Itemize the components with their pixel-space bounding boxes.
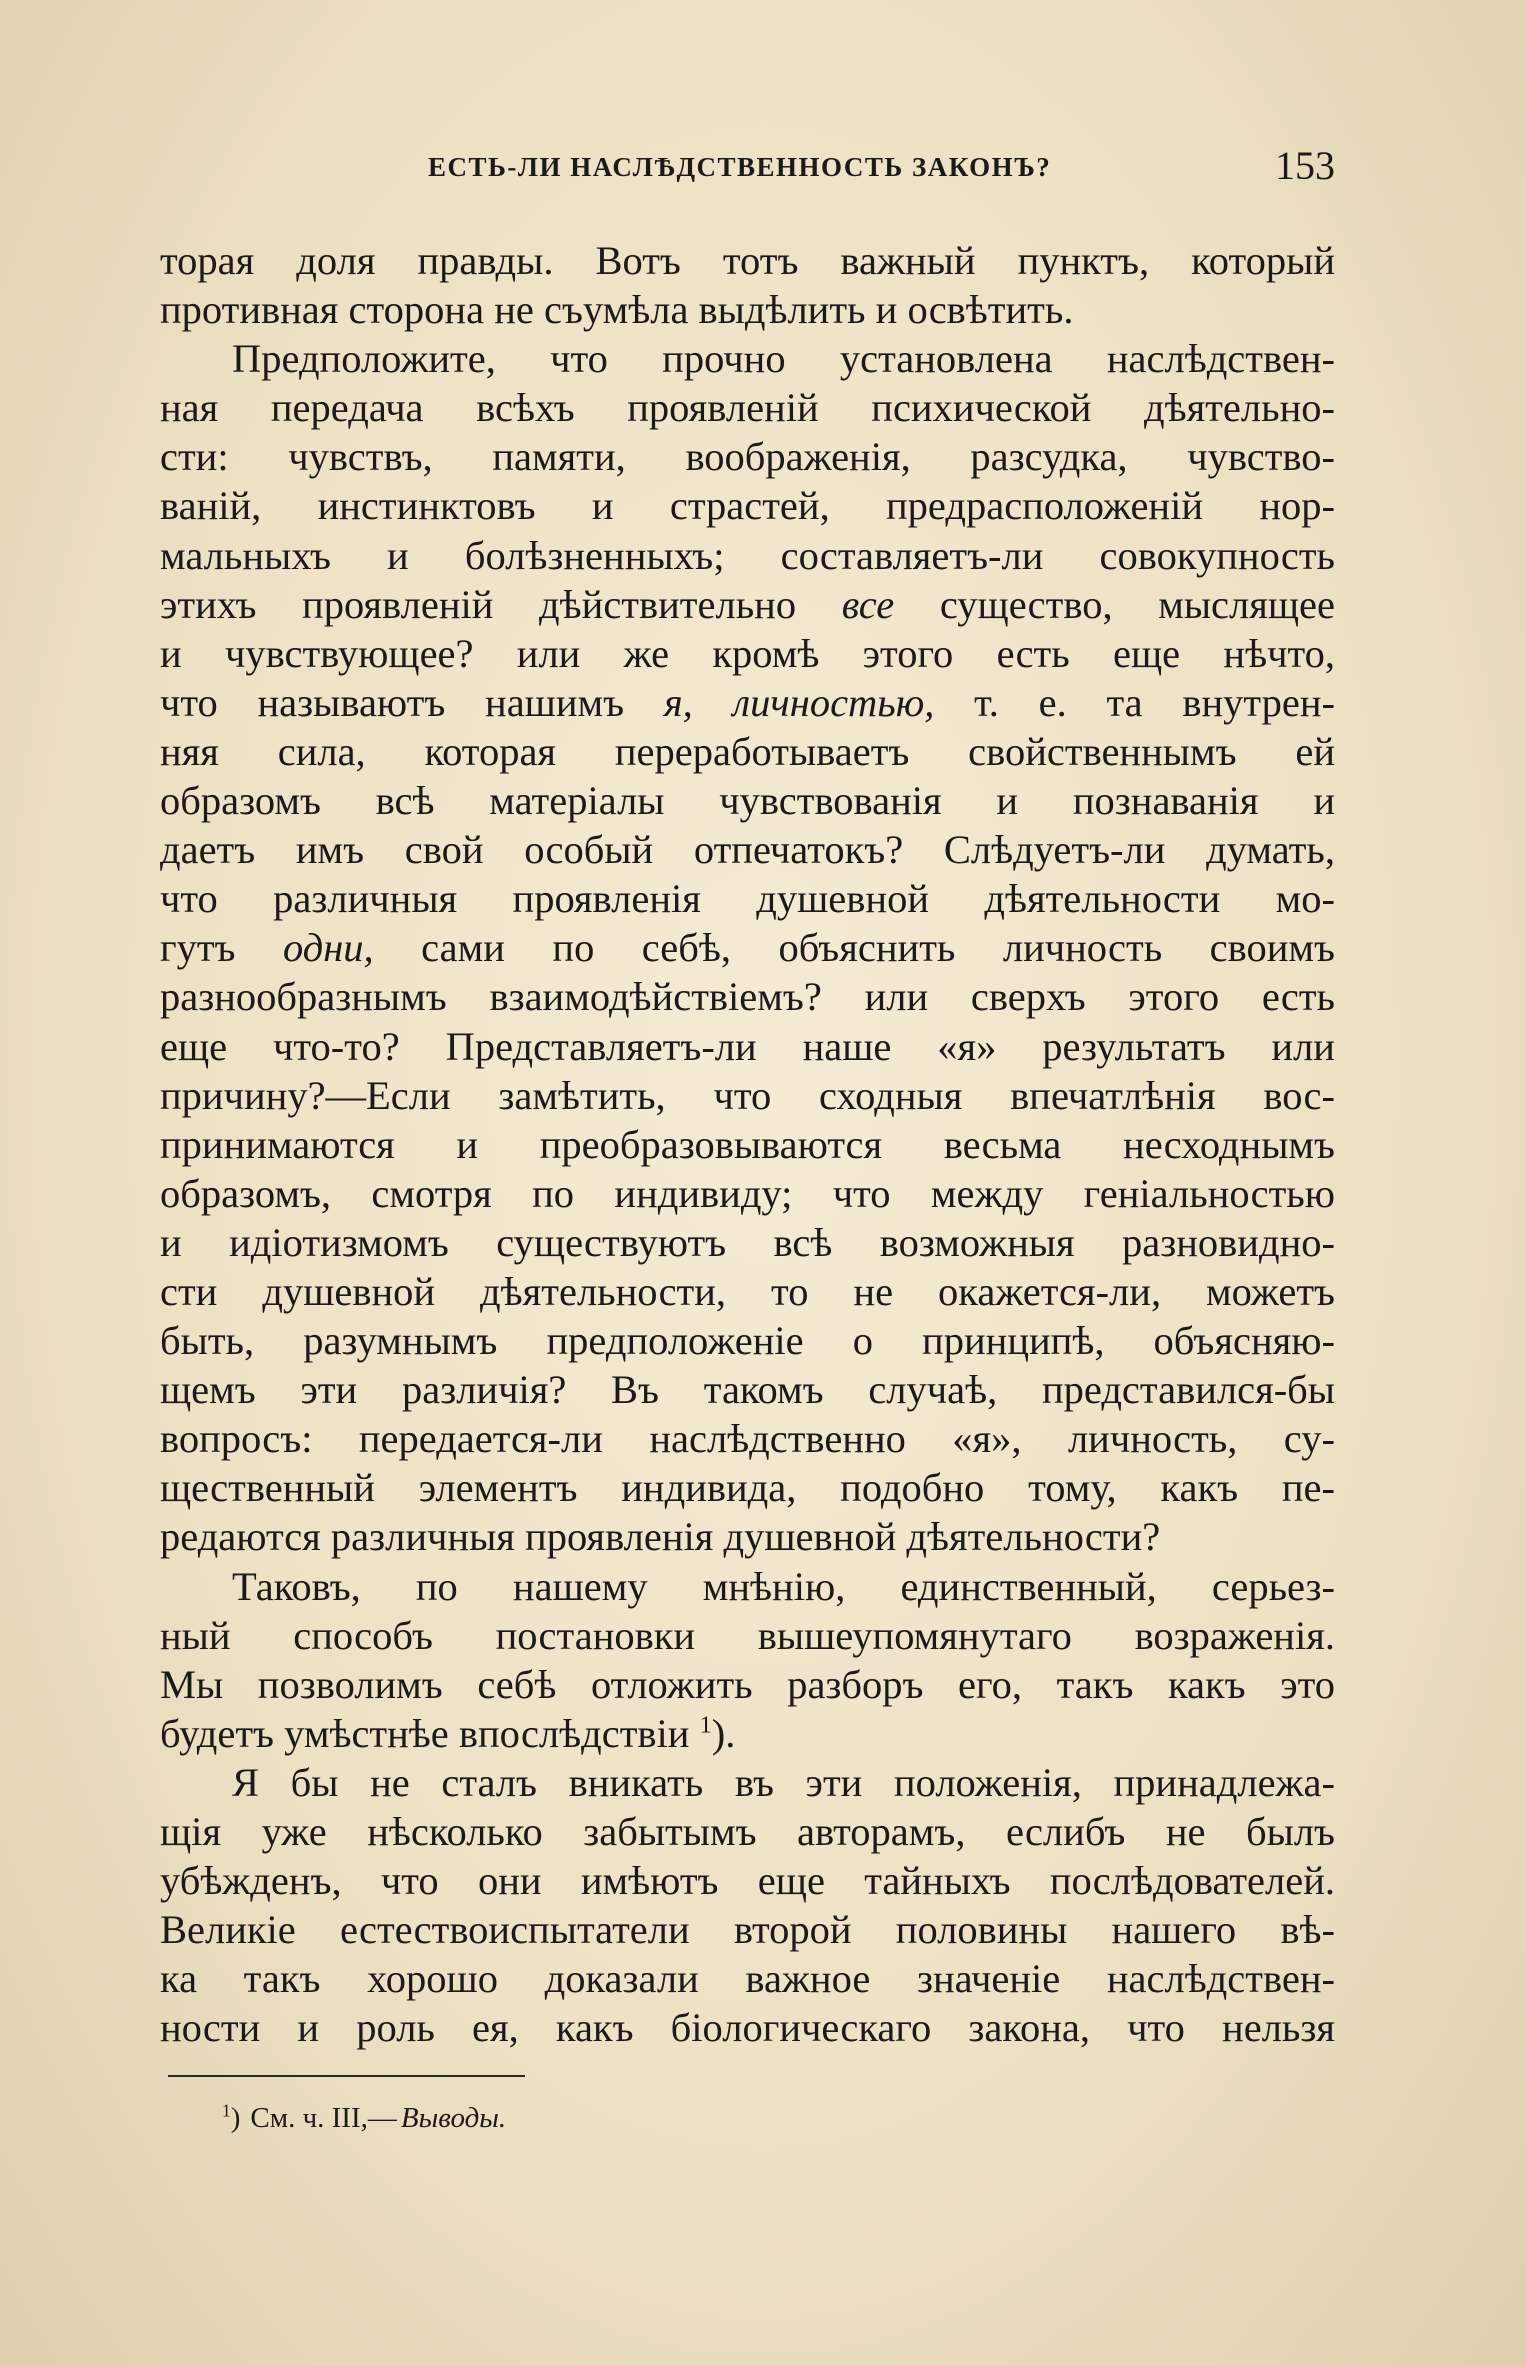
text-line: образомъ, смотря по индивиду; что между геніальностью bbox=[160, 1170, 1335, 1216]
italic-text: одни, bbox=[283, 925, 374, 971]
footnote-title: Выводы. bbox=[400, 2102, 507, 2134]
text-line: Великіе естествоиспытатели второй половины нашего вѣ- bbox=[160, 1907, 1335, 1953]
text-line: разнообразнымъ взаимодѣйствіемъ? или сверхъ этого есть bbox=[160, 974, 1335, 1020]
text-line: няя сила, которая переработываетъ свойственнымъ ей bbox=[160, 728, 1335, 774]
footnote-ref-marker: 1 bbox=[699, 1711, 712, 1739]
text-line bbox=[160, 580, 1335, 629]
text-line bbox=[160, 1709, 1335, 1758]
page-header bbox=[160, 143, 1335, 198]
text-segment: гутъ bbox=[160, 925, 283, 971]
text-segment: что называютъ нашимъ bbox=[160, 679, 664, 725]
text-line: торая доля правды. Вотъ тотъ важный пунктъ, который bbox=[160, 238, 1335, 283]
footnote-marker: 1 bbox=[222, 2100, 231, 2121]
text-line: ваній, инстинктовъ и страстей, предрасположеній нор- bbox=[160, 483, 1335, 529]
text-line bbox=[160, 678, 1335, 727]
text-line: что различныя проявленія душевной дѣятельности мо- bbox=[160, 876, 1335, 922]
text-line: мальныхъ и болѣзненныхъ; составляетъ-ли совокупность bbox=[160, 532, 1335, 578]
text-line: ный способъ постановки вышеупомянутаго возраженія. bbox=[160, 1612, 1335, 1658]
text-line: принимаются и преобразовываются весьма несходнымъ bbox=[160, 1121, 1335, 1167]
text-segment: т. е. та внутрен- bbox=[934, 679, 1335, 725]
text-line: быть, разумнымъ предположеніе о принципѣ, объясняю- bbox=[160, 1318, 1335, 1364]
text-line: даетъ имъ свой особый отпечатокъ? Слѣдуетъ-ли думать, bbox=[160, 827, 1335, 873]
text-line: ная передача всѣхъ проявленій психической дѣятельно- bbox=[160, 385, 1335, 431]
text-line: противная сторона не съумѣла выдѣлить и освѣтить. bbox=[160, 287, 1074, 333]
text-line: Я бы не сталъ вникать въ эти положенія, принадлежа- bbox=[232, 1759, 1335, 1805]
text-line: ности и роль ея, какъ біологическаго закона, что нельзя bbox=[160, 2005, 1335, 2051]
text-line bbox=[160, 923, 1335, 972]
main-text bbox=[160, 236, 1335, 2052]
text-line: еще что-то? Представляетъ-ли наше «я» результатъ или bbox=[160, 1023, 1335, 1069]
text-line: редаются различныя проявленія душевной дѣятельности? bbox=[160, 1514, 1161, 1560]
text-line: вопросъ: передается-ли наслѣдственно «я», личность, су- bbox=[160, 1416, 1335, 1462]
text-segment: будетъ умѣстнѣе впослѣдствіи bbox=[160, 1710, 700, 1756]
footnote-reference: См. ч. III,— bbox=[250, 2102, 397, 2134]
italic-text: я, личностью, bbox=[663, 679, 935, 725]
running-title: ЕСТЬ-ЛИ НАСЛѢДСТВЕННОСТЬ ЗАКОНЪ? bbox=[428, 152, 1052, 182]
italic-text: все bbox=[841, 581, 895, 627]
text-line: Предположите, что прочно установлена наслѣдствен- bbox=[232, 336, 1335, 382]
text-line: причину?—Если замѣтить, что сходныя впечатлѣнія вос- bbox=[160, 1072, 1335, 1118]
footnote-separator bbox=[168, 2075, 525, 2077]
text-line: ка такъ хорошо доказали важное значеніе наслѣдствен- bbox=[160, 1956, 1335, 2002]
text-line: щемъ эти различія? Въ такомъ случаѣ, представился-бы bbox=[160, 1367, 1335, 1413]
text-line: сти душевной дѣятельности, то не окажется-ли, можетъ bbox=[160, 1268, 1335, 1314]
page-number: 153 bbox=[1275, 143, 1335, 188]
text-line: и чувствующее? или же кромѣ этого есть еще нѣчто, bbox=[160, 630, 1335, 676]
text-segment: сами по себѣ, объяснить личность своимъ bbox=[373, 925, 1335, 971]
text-line: убѣжденъ, что они имѣютъ еще тайныхъ послѣдователей. bbox=[160, 1858, 1335, 1904]
footnote-paren: ) bbox=[230, 2102, 241, 2134]
text-line: Мы позволимъ себѣ отложить разборъ его, такъ какъ это bbox=[160, 1661, 1335, 1707]
text-line: и идіотизмомъ существуютъ всѣ возможныя разновидно- bbox=[160, 1219, 1335, 1265]
text-line: щія уже нѣсколько забытымъ авторамъ, еслибъ не былъ bbox=[160, 1809, 1335, 1854]
text-segment: существо, мыслящее bbox=[894, 581, 1335, 627]
text-line: образомъ всѣ матеріалы чувствованія и познаванія и bbox=[160, 778, 1335, 824]
footnote bbox=[222, 2102, 506, 2135]
text-line: сти: чувствъ, памяти, воображенія, разсудка, чувство- bbox=[160, 434, 1335, 480]
text-line: щественный элементъ индивида, подобно тому, какъ пе- bbox=[160, 1465, 1335, 1511]
text-segment: этихъ проявленій дѣйствительно bbox=[160, 581, 842, 627]
text-line: Таковъ, по нашему мнѣнію, единственный, серьез- bbox=[232, 1563, 1335, 1609]
text-segment: ). bbox=[711, 1710, 736, 1756]
